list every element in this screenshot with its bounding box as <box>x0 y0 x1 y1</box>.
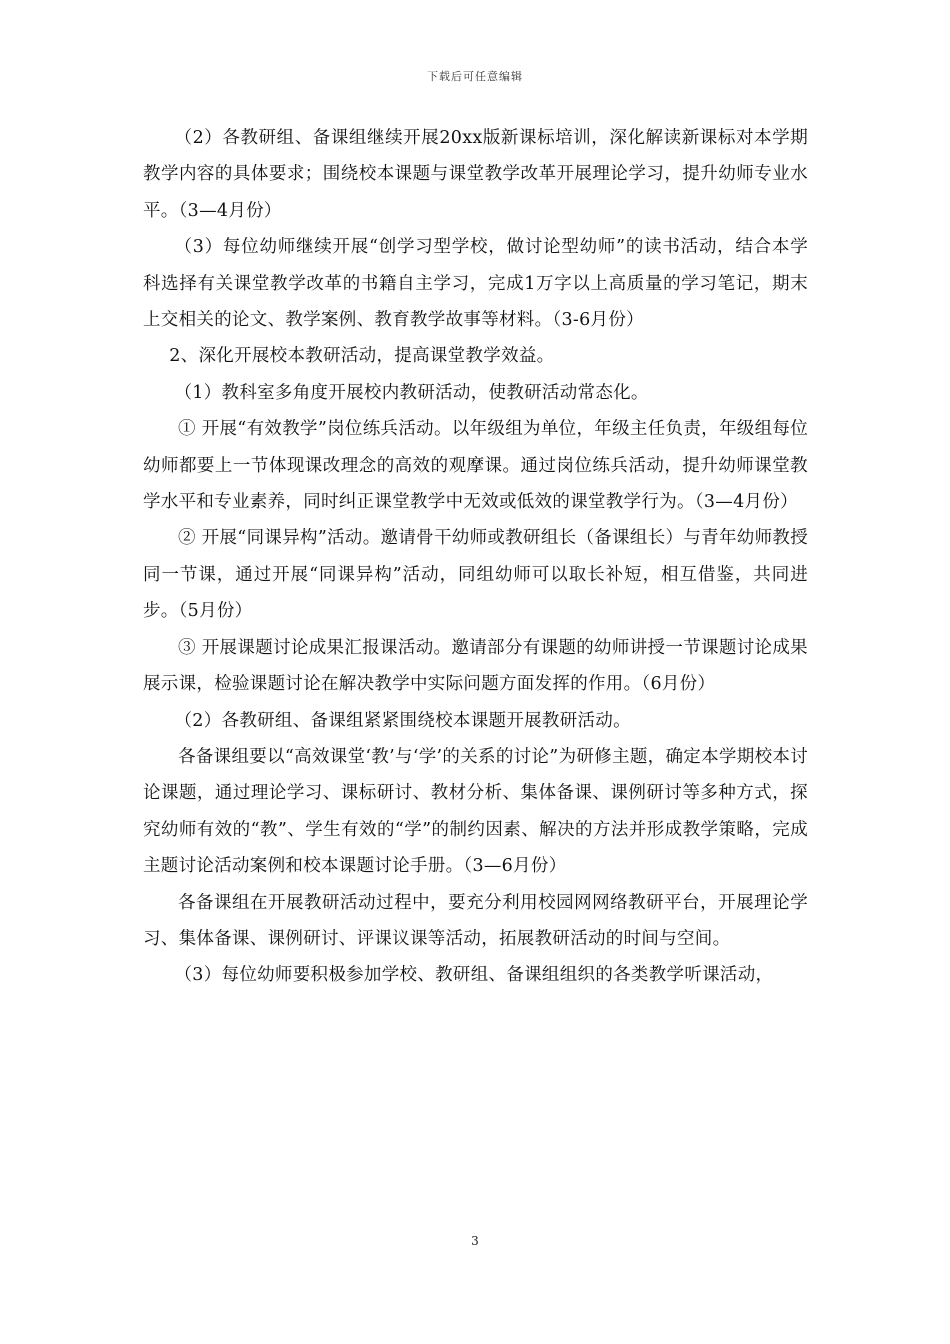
paragraph-2-school-topic-research: （2）各教研组、备课组紧紧围绕校本课题开展教研活动。 <box>174 710 631 731</box>
paragraph-3-lesson-observation: （3）每位幼师要积极参加学校、教研组、备课组组织的各类教学听课活动， <box>174 965 774 986</box>
section-heading-school-research: 2、深化开展校本教研活动，提高课堂教学效益。 <box>169 346 555 367</box>
paragraph-2-new-curriculum-training: （2）各教研组、备课组继续开展20xx版新课标培训，深化解读新课标对本学期教学内容的具体要求；围绕校本课题与课堂教学改革开展理论学习，提升幼师专业水平。（3—4月份） <box>143 128 808 221</box>
paragraph-1-research-activities: （1）教科室多角度开展校内教研活动，使教研活动常态化。 <box>174 382 649 403</box>
item-1-effective-teaching: ① 开展“有效教学”岗位练兵活动。以年级组为单位，年级主任负责，年级组每位幼师都要上一节体现课改理念的高效的观摩课。通过岗位练兵活动，提升幼师课堂教学水平和专业素养，同时纠正课堂教学中无效或低效的课堂教学行为。（3—4月份） <box>143 419 808 513</box>
paragraph-lesson-groups-topic: 各备课组要以“高效课堂‘教’与‘学’的关系的讨论”为研修主题，确定本学期校本讨论课题，通过理论学习、课标研讨、教材分析、集体备课、课例研讨等多种方式，探究幼师有效的“教”、学生有效的“学”的制约因素、解决的方法并形成教学策略，完成主题讨论活动案例和校本课题讨论手册。（3—6月份） <box>143 746 808 877</box>
page-number: 3 <box>471 1234 479 1248</box>
paragraph-online-research-platform: 各备课组在开展教研活动过程中，要充分利用校园网网络教研平台，开展理论学习、集体备课、课例研讨、评课议课等活动，拓展教研活动的时间与空间。 <box>143 892 808 949</box>
item-3-research-results-lesson: ③ 开展课题讨论成果汇报课活动。邀请部分有课题的幼师讲授一节课题讨论成果展示课，检验课题讨论在解决教学中实际问题方面发挥的作用。（6月份） <box>143 637 808 695</box>
item-2-same-lesson-different-design: ② 开展“同课异构”活动。邀请骨干幼师或教研组长（备课组长）与青年幼师教授同一节课，通过开展“同课异构”活动，同组幼师可以取长补短，相互借鉴，共同进步。（5月份） <box>143 528 808 622</box>
paragraph-3-reading-activity: （3）每位幼师继续开展“创学习型学校，做讨论型幼师”的读书活动，结合本学科选择有关课堂教学改革的书籍自主学习，完成1万字以上高质量的学习笔记，期末上交相关的论文、教学案例、教育教学故事等材料。（3-6月份） <box>143 237 808 331</box>
document-body <box>143 120 808 994</box>
download-note-header: 下载后可任意编辑 <box>427 70 523 83</box>
